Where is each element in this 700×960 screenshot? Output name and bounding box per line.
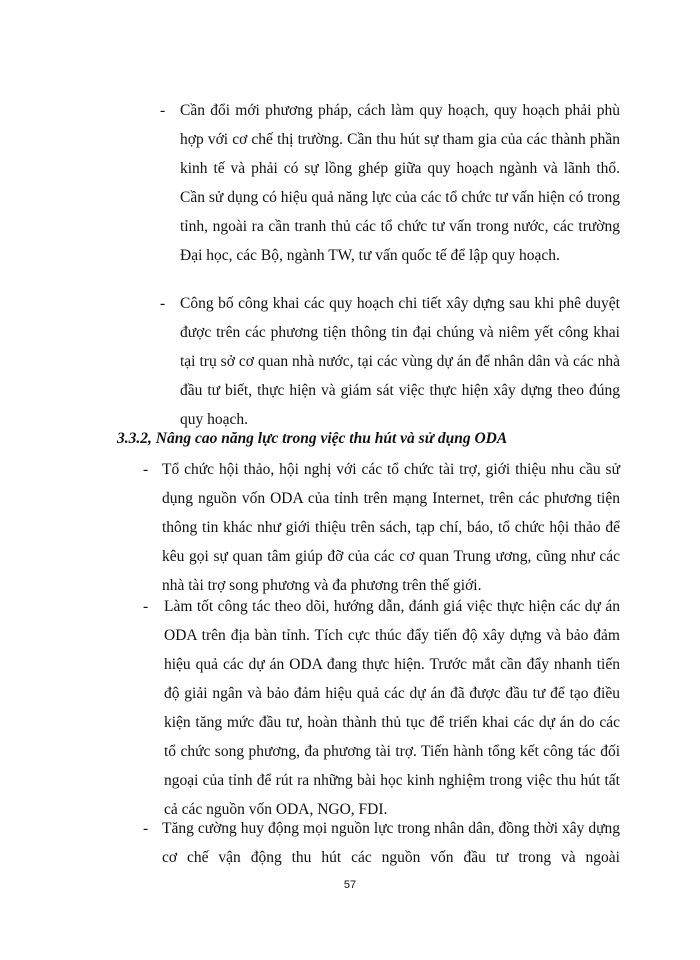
bullet-text: Tổ chức hội thảo, hội nghị với các tổ chức tài trợ, giới thiệu nhu cầu sử dụng nguồn vốn ODA của tỉnh trên mạng Internet, trên các phương tiện thông tin khác như giới thiệu trên sách, tạp chí, báo, tổ chức hội thảo để kêu gọi sự quan tâm giúp đỡ của các cơ quan Trung ương, cũng như các nhà tài trợ song phương và đa phương trên thế giới. (162, 461, 620, 594)
bullet-dash: - (160, 102, 166, 119)
bullet-dash: - (160, 295, 166, 312)
bullet-item (143, 455, 620, 600)
bullet-dash: - (143, 598, 149, 615)
bullet-text: Làm tốt công tác theo dõi, hướng dẫn, đánh giá việc thực hiện các dự án ODA trên địa bàn tỉnh. Tích cực thúc đẩy tiến độ xây dựng và bảo đảm hiệu quả các dự án ODA đang thực hiện. Trước mắt cần đẩy nhanh tiến độ giải ngân và bảo đảm hiệu quả các dự án đã được đầu tư để tạo điều kiện tăng mức đầu tư, hoàn thành thủ tục để triển khai các dự án do các tổ chức song phương, đa phương tài trợ. Tiến hành tổng kết công tác đối ngoại của tỉnh để rút ra những bài học kinh nghiệm trong việc thu hút tất cả các nguồn vốn ODA, NGO, FDI. (164, 598, 620, 818)
bullet-item (143, 592, 620, 818)
bullet-item (160, 289, 620, 434)
page-number: 57 (343, 879, 357, 891)
bullet-item (143, 814, 620, 872)
bullet-dash: - (143, 461, 149, 478)
bullet-text: Tăng cường huy động mọi nguồn lực trong nhân dân, đồng thời xây dựng cơ chế vận động thu hút các nguồn vốn đầu tư trong và ngoài (162, 820, 620, 866)
bullet-text: Công bố công khai các quy hoạch chi tiết xây dựng sau khi phê duyệt được trên các phương tiện thông tin đại chúng và niêm yết công khai tại trụ sở cơ quan nhà nước, tại các vùng dự án để nhân dân và các nhà đầu tư biết, thực hiện và giám sát việc thực hiện xây dựng theo đúng quy hoạch. (180, 295, 620, 428)
bullet-dash: - (143, 820, 149, 837)
bullet-text: Cần đổi mới phương pháp, cách làm quy hoạch, quy hoạch phải phù hợp với cơ chế thị trường. Cần thu hút sự tham gia của các thành phần kinh tế và phải có sự lồng ghép giữa quy hoạch ngành và lãnh thổ. Cần sử dụng có hiệu quả năng lực của các tổ chức tư vấn hiện có trong tỉnh, ngoài ra cần tranh thủ các tổ chức tư vấn trong nước, các trường Đại học, các Bộ, ngành TW, tư vấn quốc tế để lập quy hoạch. (180, 102, 620, 264)
bullet-item (160, 96, 620, 270)
section-heading: 3.3.2, Nâng cao năng lực trong việc thu hút và sử dụng ODA (117, 430, 508, 447)
